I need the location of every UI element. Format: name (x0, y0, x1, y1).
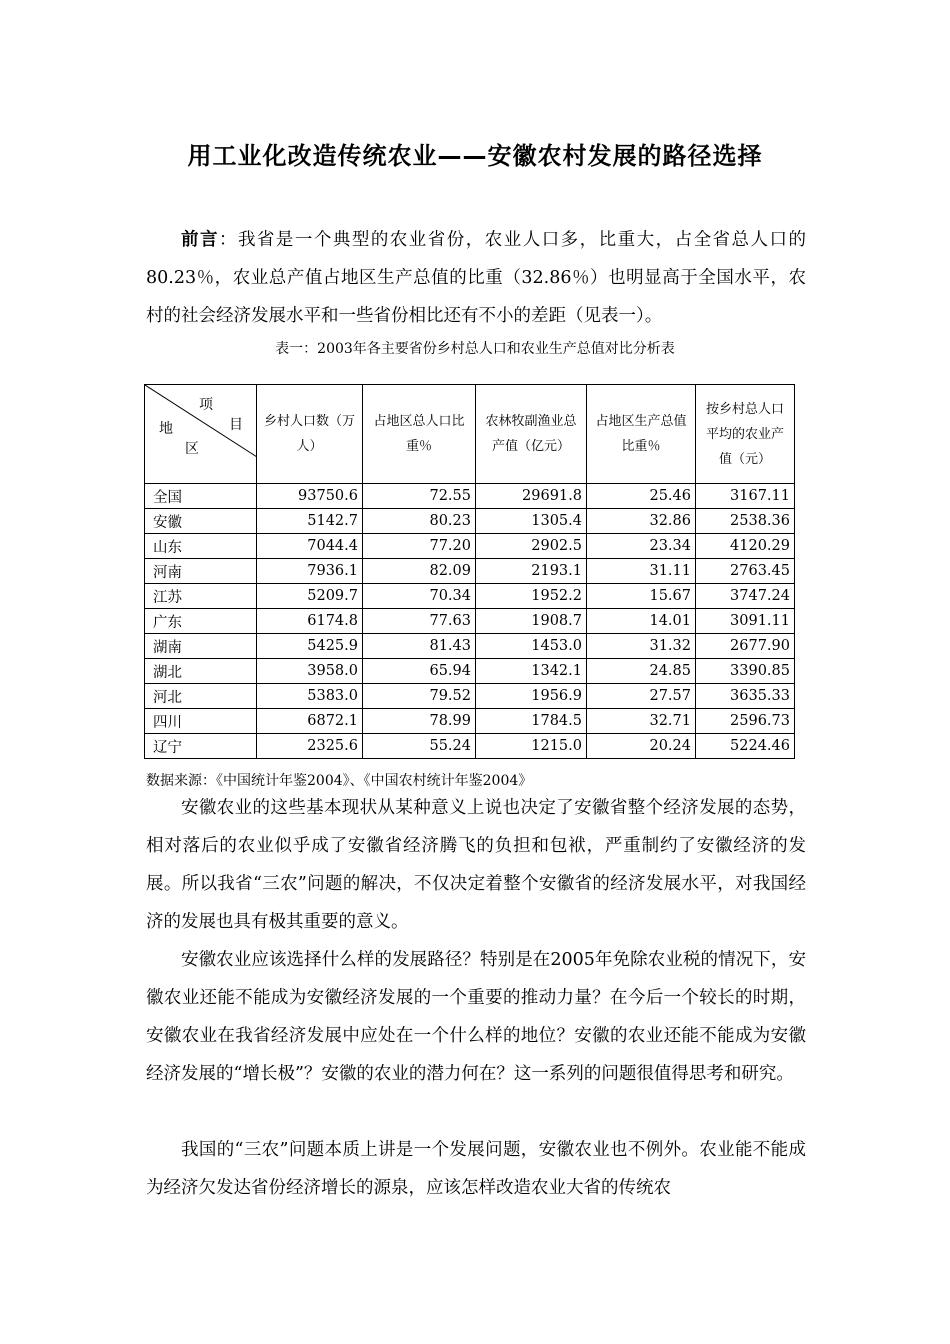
value-cell: 24.85 (587, 659, 696, 684)
value-cell: 1305.4 (476, 509, 587, 534)
value-cell: 2596.73 (696, 709, 795, 734)
body-paragraph-1: 安徽农业的这些基本现状从某种意义上说也决定了安徽省整个经济发展的态势，相对落后的农业似乎成了安徽省经济腾飞的负担和包袱，严重制约了安徽经济的发展。所以我省“三农”问题的解决，不仅决定着整个安徽省的经济发展水平，对我国经济的发展也具有极其重要的意义。 (146, 798, 806, 932)
value-cell: 80.23 (363, 509, 476, 534)
value-cell: 4120.29 (696, 534, 795, 559)
value-cell: 31.11 (587, 559, 696, 584)
value-cell: 81.43 (363, 634, 476, 659)
value-cell: 29691.8 (476, 484, 587, 509)
region-cell: 河南 (145, 559, 257, 584)
value-cell: 78.99 (363, 709, 476, 734)
region-cell: 全国 (145, 484, 257, 509)
region-cell: 辽宁 (145, 734, 257, 759)
value-cell: 2193.1 (476, 559, 587, 584)
corner-label-left: 地 (159, 421, 173, 437)
value-cell: 1784.5 (476, 709, 587, 734)
table-row (145, 509, 795, 534)
value-cell: 32.71 (587, 709, 696, 734)
table-row (145, 734, 795, 759)
data-table (144, 384, 795, 759)
value-cell: 27.57 (587, 684, 696, 709)
value-cell: 2677.90 (696, 634, 795, 659)
header-gdp-share: 占地区生产总值比重％ (587, 385, 696, 484)
value-cell: 3390.85 (696, 659, 795, 684)
value-cell: 1952.2 (476, 584, 587, 609)
value-cell: 5142.7 (257, 509, 363, 534)
value-cell: 15.67 (587, 584, 696, 609)
header-population-share: 占地区总人口比重％ (363, 385, 476, 484)
corner-label-right: 目 (229, 417, 243, 433)
value-cell: 70.34 (363, 584, 476, 609)
value-cell: 7044.4 (257, 534, 363, 559)
header-rural-population: 乡村人口数（万人） (257, 385, 363, 484)
intro-lead: 前言 (181, 230, 219, 250)
intro-text: ：我省是一个典型的农业省份，农业人口多，比重大，占全省总人口的80.23％，农业总产值占地区生产总值的比重（32.86％）也明显高于全国水平，农村的社会经济发展水平和一些省份相比还有不小的差距（见表一）。 (146, 230, 806, 326)
intro-paragraph (146, 221, 806, 335)
value-cell: 2902.5 (476, 534, 587, 559)
region-cell: 安徽 (145, 509, 257, 534)
region-cell: 湖北 (145, 659, 257, 684)
region-cell: 河北 (145, 684, 257, 709)
value-cell: 1453.0 (476, 634, 587, 659)
table-row (145, 684, 795, 709)
value-cell: 31.32 (587, 634, 696, 659)
value-cell: 2538.36 (696, 509, 795, 534)
value-cell: 20.24 (587, 734, 696, 759)
table-row (145, 484, 795, 509)
header-per-capita-output: 按乡村总人口平均的农业产值（元） (696, 385, 795, 484)
value-cell: 65.94 (363, 659, 476, 684)
header-agri-output: 农林牧副渔业总产值（亿元） (476, 385, 587, 484)
value-cell: 3958.0 (257, 659, 363, 684)
document-title: 用工业化改造传统农业——安徽农村发展的路径选择 (187, 142, 763, 170)
value-cell: 1342.1 (476, 659, 587, 684)
value-cell: 3635.33 (696, 684, 795, 709)
value-cell: 5224.46 (696, 734, 795, 759)
region-cell: 山东 (145, 534, 257, 559)
value-cell: 7936.1 (257, 559, 363, 584)
value-cell: 14.01 (587, 609, 696, 634)
region-cell: 湖南 (145, 634, 257, 659)
body-paragraph-2: 安徽农业应该选择什么样的发展路径？特别是在2005年免除农业税的情况下，安徽农业还能不能成为安徽经济发展的一个重要的推动力量？在今后一个较长的时期，安徽农业在我省经济发展中应处在一个什么样的地位？安徽的农业还能不能成为安徽经济发展的“增长极”？安徽的农业的潜力何在？这一系列的问题很值得思考和研究。 (146, 950, 806, 1084)
table-caption: 表一：2003年各主要省份乡村总人口和农业生产总值对比分析表 (275, 341, 675, 357)
corner-header-cell (145, 385, 257, 484)
value-cell: 2763.45 (696, 559, 795, 584)
value-cell: 25.46 (587, 484, 696, 509)
value-cell: 3747.24 (696, 584, 795, 609)
table-header-row (145, 385, 795, 484)
value-cell: 55.24 (363, 734, 476, 759)
table-row (145, 609, 795, 634)
value-cell: 82.09 (363, 559, 476, 584)
body-paragraph-3: 我国的“三农”问题本质上讲是一个发展问题，安徽农业也不例外。农业能不能成为经济欠发达省份经济增长的源泉，应该怎样改造农业大省的传统农 (146, 1140, 806, 1198)
value-cell: 3091.11 (696, 609, 795, 634)
value-cell: 77.20 (363, 534, 476, 559)
value-cell: 72.55 (363, 484, 476, 509)
value-cell: 32.86 (587, 509, 696, 534)
region-cell: 四川 (145, 709, 257, 734)
data-source-note: 数据来源：《中国统计年鉴2004》、《中国农村统计年鉴2004》 (146, 773, 533, 789)
value-cell: 1908.7 (476, 609, 587, 634)
table-row (145, 534, 795, 559)
corner-label-top: 项 (199, 397, 213, 413)
value-cell: 1956.9 (476, 684, 587, 709)
region-cell: 江苏 (145, 584, 257, 609)
value-cell: 79.52 (363, 684, 476, 709)
table-row (145, 634, 795, 659)
table-row (145, 559, 795, 584)
value-cell: 5383.0 (257, 684, 363, 709)
value-cell: 2325.6 (257, 734, 363, 759)
value-cell: 5209.7 (257, 584, 363, 609)
table-row (145, 659, 795, 684)
value-cell: 1215.0 (476, 734, 587, 759)
table-row (145, 709, 795, 734)
table-row (145, 584, 795, 609)
value-cell: 3167.11 (696, 484, 795, 509)
value-cell: 6872.1 (257, 709, 363, 734)
value-cell: 77.63 (363, 609, 476, 634)
value-cell: 93750.6 (257, 484, 363, 509)
region-cell: 广东 (145, 609, 257, 634)
value-cell: 5425.9 (257, 634, 363, 659)
value-cell: 23.34 (587, 534, 696, 559)
corner-label-bottom: 区 (185, 441, 199, 457)
value-cell: 6174.8 (257, 609, 363, 634)
